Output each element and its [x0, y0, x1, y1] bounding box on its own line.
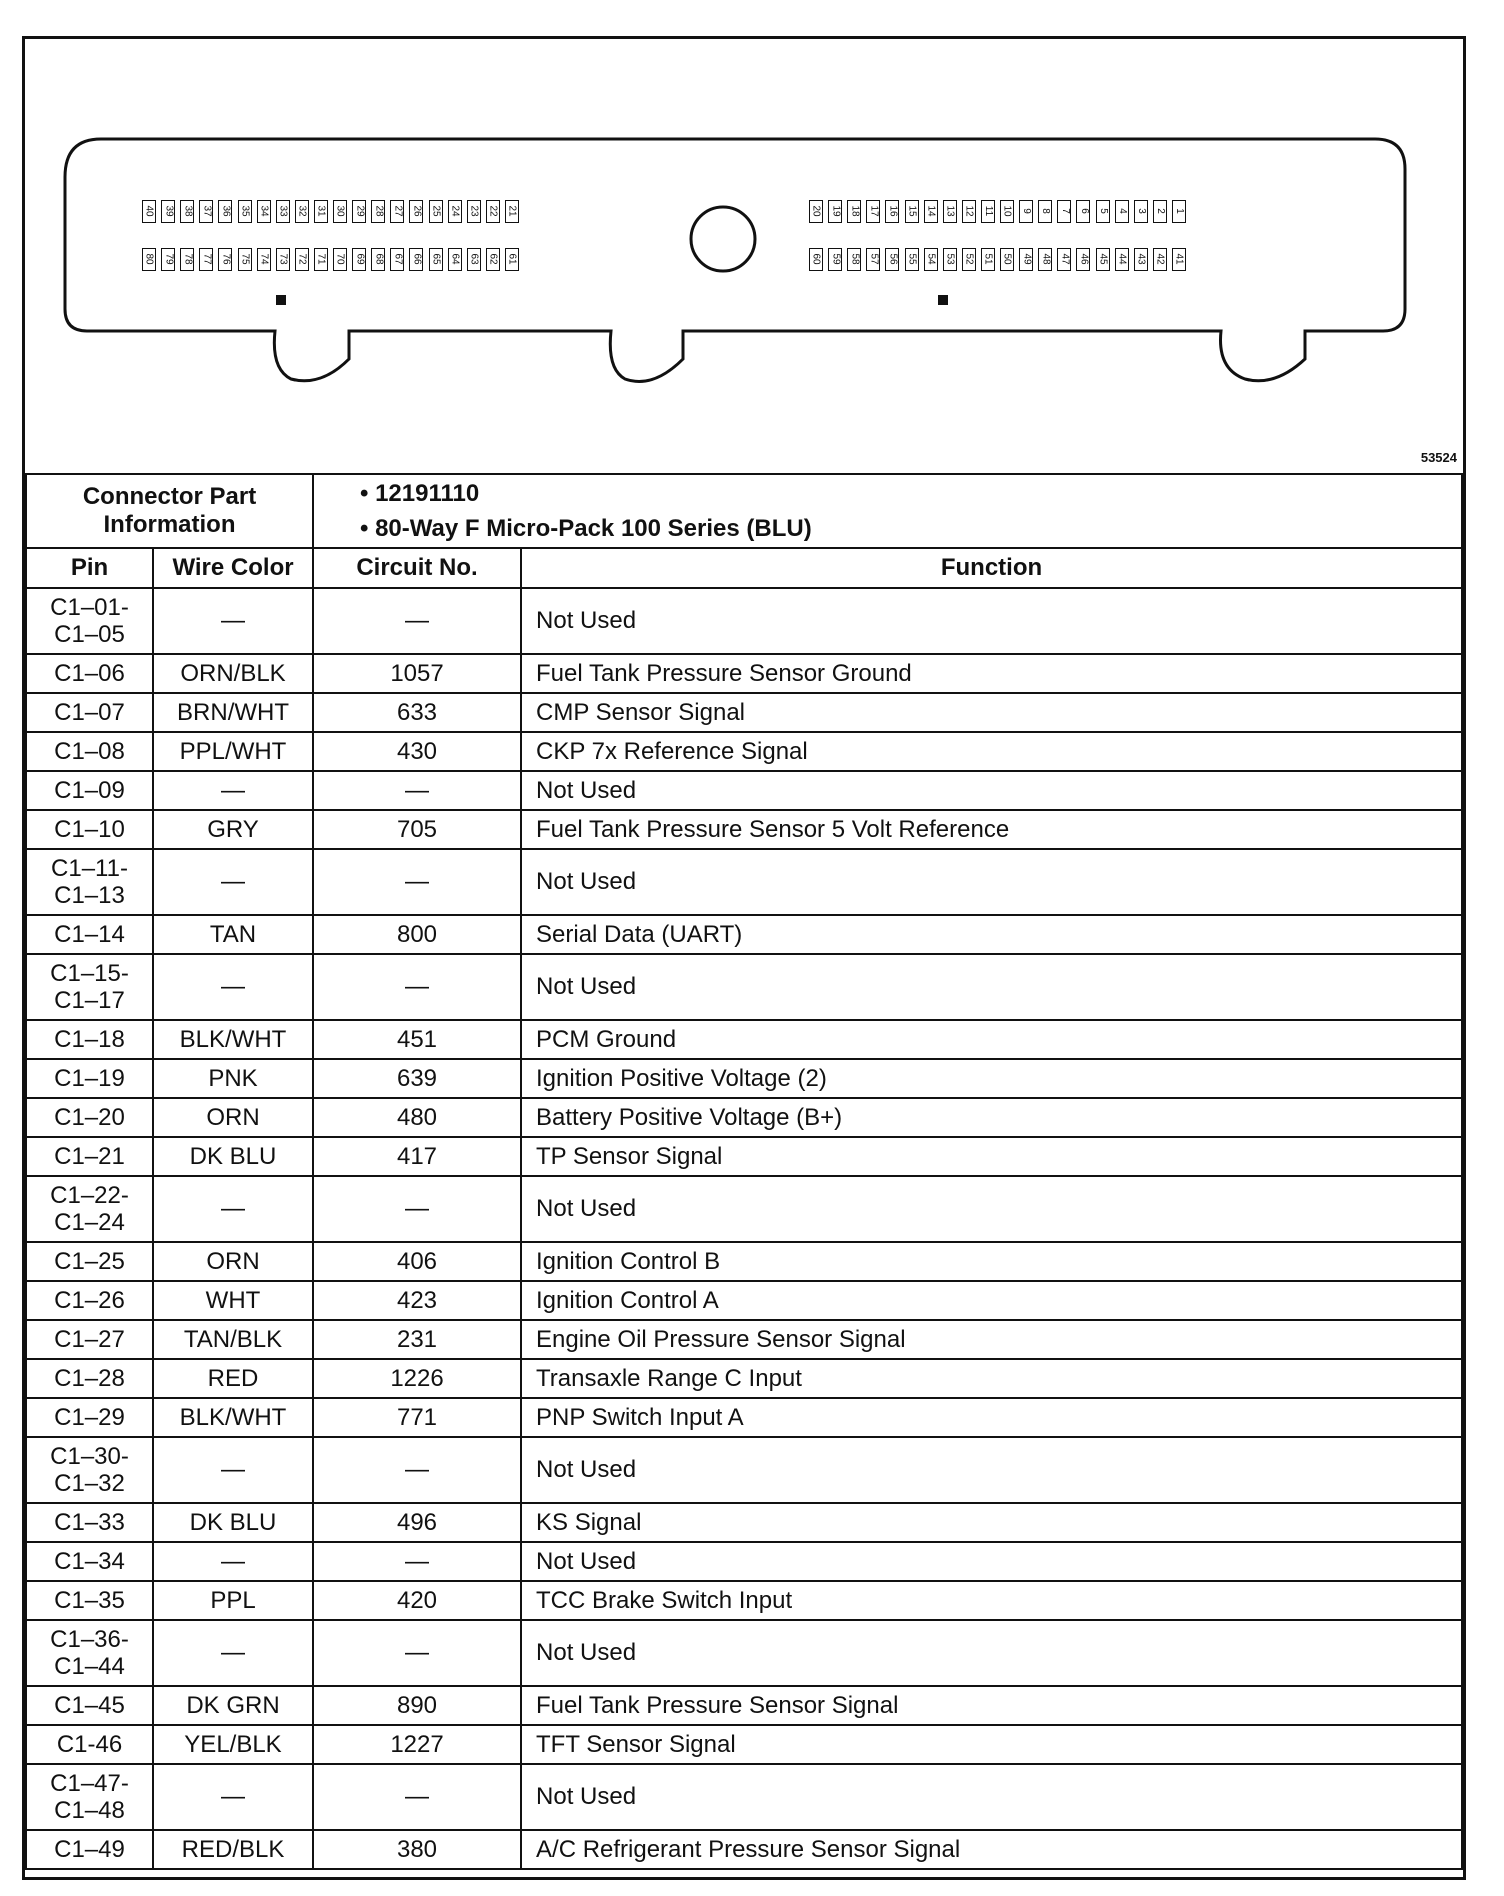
pin-cell: C1–36- C1–44: [26, 1620, 153, 1686]
connector-pin: 9: [1019, 200, 1033, 223]
connector-info-row: [26, 474, 1462, 548]
connector-pin: 43: [1134, 248, 1148, 271]
connector-pin: 68: [371, 248, 385, 271]
connector-pin: 2: [1153, 200, 1167, 223]
circuit-cell: 1057: [313, 654, 521, 693]
connector-pin: 4: [1115, 200, 1129, 223]
function-cell: Ignition Control B: [521, 1242, 1462, 1281]
table-row: [26, 1176, 1462, 1242]
connector-pin: 61: [505, 248, 519, 271]
connector-diagram: [25, 39, 1463, 473]
pin1-marker-right: [938, 295, 948, 305]
wire-color-cell: BRN/WHT: [153, 693, 313, 732]
table-row: [26, 1437, 1462, 1503]
connector-pin: 70: [333, 248, 347, 271]
connector-pin: 5: [1096, 200, 1110, 223]
wire-color-cell: TAN/BLK: [153, 1320, 313, 1359]
circuit-cell: 417: [313, 1137, 521, 1176]
function-cell: TP Sensor Signal: [521, 1137, 1462, 1176]
wire-color-cell: WHT: [153, 1281, 313, 1320]
connector-pin: 72: [295, 248, 309, 271]
table-row: [26, 1398, 1462, 1437]
connector-pin: 50: [1000, 248, 1014, 271]
pin-cell: C1–01- C1–05: [26, 588, 153, 654]
connector-pin: 33: [276, 200, 290, 223]
connector-pin: 37: [199, 200, 213, 223]
pin-cell: C1–18: [26, 1020, 153, 1059]
table-row: [26, 1581, 1462, 1620]
function-cell: TCC Brake Switch Input: [521, 1581, 1462, 1620]
wire-color-cell: DK GRN: [153, 1686, 313, 1725]
circuit-cell: 406: [313, 1242, 521, 1281]
function-cell: PCM Ground: [521, 1020, 1462, 1059]
connector-pin: 53: [943, 248, 957, 271]
header-row: [26, 548, 1462, 588]
connector-pin: 8: [1038, 200, 1052, 223]
wire-color-cell: —: [153, 588, 313, 654]
connector-pin: 40: [142, 200, 156, 223]
wire-color-cell: DK BLU: [153, 1503, 313, 1542]
wire-color-cell: —: [153, 1176, 313, 1242]
wire-color-cell: —: [153, 849, 313, 915]
connector-pin: 41: [1172, 248, 1186, 271]
connector-pin: 52: [962, 248, 976, 271]
table-row: [26, 1242, 1462, 1281]
circuit-cell: —: [313, 1437, 521, 1503]
function-cell: CMP Sensor Signal: [521, 693, 1462, 732]
connector-pin: 25: [429, 200, 443, 223]
connector-pin: 79: [161, 248, 175, 271]
connector-pin: 21: [505, 200, 519, 223]
wire-color-cell: —: [153, 954, 313, 1020]
wire-color-cell: —: [153, 1620, 313, 1686]
table-row: [26, 1830, 1462, 1869]
connector-pin: 24: [448, 200, 462, 223]
circuit-cell: 496: [313, 1503, 521, 1542]
connector-pin: 36: [218, 200, 232, 223]
connector-pin: 64: [448, 248, 462, 271]
function-cell: Ignition Control A: [521, 1281, 1462, 1320]
function-cell: Ignition Positive Voltage (2): [521, 1059, 1462, 1098]
connector-pin: 49: [1019, 248, 1033, 271]
circuit-cell: 480: [313, 1098, 521, 1137]
connector-pin: 28: [371, 200, 385, 223]
connector-pin: 11: [981, 200, 995, 223]
header-function: Function: [521, 548, 1462, 588]
table-row: [26, 1059, 1462, 1098]
circuit-cell: —: [313, 954, 521, 1020]
connector-pin: 1: [1172, 200, 1186, 223]
wire-color-cell: YEL/BLK: [153, 1725, 313, 1764]
connector-pin: 26: [409, 200, 423, 223]
function-cell: Not Used: [521, 1176, 1462, 1242]
pin-cell: C1–28: [26, 1359, 153, 1398]
pin-cell: C1-46: [26, 1725, 153, 1764]
wire-color-cell: —: [153, 1764, 313, 1830]
pin-cell: C1–34: [26, 1542, 153, 1581]
function-cell: Not Used: [521, 1437, 1462, 1503]
circuit-cell: 1227: [313, 1725, 521, 1764]
function-cell: Not Used: [521, 1764, 1462, 1830]
circuit-cell: 1226: [313, 1359, 521, 1398]
table-row: [26, 1620, 1462, 1686]
connector-pin: 69: [352, 248, 366, 271]
connector-pin: 44: [1115, 248, 1129, 271]
connector-pin: 27: [390, 200, 404, 223]
circuit-cell: —: [313, 588, 521, 654]
circuit-cell: —: [313, 1764, 521, 1830]
table-row: [26, 1764, 1462, 1830]
wire-color-cell: RED: [153, 1359, 313, 1398]
connector-pin: 18: [847, 200, 861, 223]
figure-id: 53524: [1420, 450, 1457, 465]
wire-color-cell: —: [153, 1542, 313, 1581]
connector-pin: 48: [1038, 248, 1052, 271]
connector-pin: 45: [1096, 248, 1110, 271]
function-cell: Fuel Tank Pressure Sensor 5 Volt Reference: [521, 810, 1462, 849]
connector-pin: 10: [1000, 200, 1014, 223]
page-frame: [22, 36, 1466, 1880]
circuit-cell: 639: [313, 1059, 521, 1098]
pin-cell: C1–15- C1–17: [26, 954, 153, 1020]
table-row: [26, 1020, 1462, 1059]
connector-pin: 67: [390, 248, 404, 271]
connector-pin: 39: [161, 200, 175, 223]
connector-info-label: Connector Part Information: [26, 474, 313, 548]
table-row: [26, 954, 1462, 1020]
table-row: [26, 732, 1462, 771]
connector-pin: 35: [238, 200, 252, 223]
pin-cell: C1–45: [26, 1686, 153, 1725]
part-number: • 12191110: [360, 480, 480, 507]
connector-pin: 63: [467, 248, 481, 271]
connector-pin: 58: [847, 248, 861, 271]
function-cell: Not Used: [521, 954, 1462, 1020]
table-row: [26, 915, 1462, 954]
pin-cell: C1–07: [26, 693, 153, 732]
connector-pin: 22: [486, 200, 500, 223]
function-cell: Engine Oil Pressure Sensor Signal: [521, 1320, 1462, 1359]
pin-cell: C1–33: [26, 1503, 153, 1542]
connector-pin: 15: [905, 200, 919, 223]
center-key-circle: [691, 207, 755, 271]
connector-pin: 74: [257, 248, 271, 271]
connector-pin: 55: [905, 248, 919, 271]
wire-color-cell: GRY: [153, 810, 313, 849]
pin1-marker-left: [276, 295, 286, 305]
circuit-cell: —: [313, 849, 521, 915]
wire-color-cell: ORN/BLK: [153, 654, 313, 693]
connector-pin: 14: [924, 200, 938, 223]
circuit-cell: 771: [313, 1398, 521, 1437]
connector-pin: 46: [1076, 248, 1090, 271]
connector-pin: 3: [1134, 200, 1148, 223]
connector-pin: 77: [199, 248, 213, 271]
pin-cell: C1–08: [26, 732, 153, 771]
connector-pin: 17: [866, 200, 880, 223]
pin-cell: C1–11- C1–13: [26, 849, 153, 915]
pin-cell: C1–22- C1–24: [26, 1176, 153, 1242]
connector-pin: 60: [809, 248, 823, 271]
pin-cell: C1–25: [26, 1242, 153, 1281]
connector-pin: 32: [295, 200, 309, 223]
function-cell: Serial Data (UART): [521, 915, 1462, 954]
function-cell: Fuel Tank Pressure Sensor Signal: [521, 1686, 1462, 1725]
connector-pin: 57: [866, 248, 880, 271]
pin-cell: C1–14: [26, 915, 153, 954]
pin-cell: C1–27: [26, 1320, 153, 1359]
circuit-cell: 231: [313, 1320, 521, 1359]
connector-pin: 56: [885, 248, 899, 271]
connector-pin: 20: [809, 200, 823, 223]
pin-cell: C1–06: [26, 654, 153, 693]
connector-pin: 42: [1153, 248, 1167, 271]
table-row: [26, 1137, 1462, 1176]
table-row: [26, 1725, 1462, 1764]
circuit-cell: —: [313, 771, 521, 810]
wire-color-cell: BLK/WHT: [153, 1020, 313, 1059]
circuit-cell: —: [313, 1176, 521, 1242]
connector-pin: 29: [352, 200, 366, 223]
function-cell: Fuel Tank Pressure Sensor Ground: [521, 654, 1462, 693]
circuit-cell: —: [313, 1620, 521, 1686]
circuit-cell: 420: [313, 1581, 521, 1620]
circuit-cell: —: [313, 1542, 521, 1581]
connector-pin: 76: [218, 248, 232, 271]
table-row: [26, 1320, 1462, 1359]
function-cell: Not Used: [521, 588, 1462, 654]
wire-color-cell: ORN: [153, 1242, 313, 1281]
pin-cell: C1–20: [26, 1098, 153, 1137]
wire-color-cell: PPL: [153, 1581, 313, 1620]
wire-color-cell: RED/BLK: [153, 1830, 313, 1869]
connector-pin: 73: [276, 248, 290, 271]
circuit-cell: 800: [313, 915, 521, 954]
wire-color-cell: DK BLU: [153, 1137, 313, 1176]
connector-pin: 30: [333, 200, 347, 223]
connector-pin: 62: [486, 248, 500, 271]
connector-pin: 51: [981, 248, 995, 271]
pin-cell: C1–30- C1–32: [26, 1437, 153, 1503]
pin-cell: C1–19: [26, 1059, 153, 1098]
function-cell: Not Used: [521, 849, 1462, 915]
table-row: [26, 1542, 1462, 1581]
table-row: [26, 1281, 1462, 1320]
connector-pin: 47: [1057, 248, 1071, 271]
wire-color-cell: ORN: [153, 1098, 313, 1137]
table-row: [26, 849, 1462, 915]
connector-pin: 59: [828, 248, 842, 271]
wire-color-cell: BLK/WHT: [153, 1398, 313, 1437]
circuit-cell: 451: [313, 1020, 521, 1059]
function-cell: A/C Refrigerant Pressure Sensor Signal: [521, 1830, 1462, 1869]
pin-cell: C1–10: [26, 810, 153, 849]
table-row: [26, 588, 1462, 654]
header-wire-color: Wire Color: [153, 548, 313, 588]
table-row: [26, 1503, 1462, 1542]
connector-pin: 75: [238, 248, 252, 271]
table-row: [26, 654, 1462, 693]
pin-cell: C1–26: [26, 1281, 153, 1320]
circuit-cell: 423: [313, 1281, 521, 1320]
connector-pin: 7: [1057, 200, 1071, 223]
table-row: [26, 1359, 1462, 1398]
wire-color-cell: PPL/WHT: [153, 732, 313, 771]
function-cell: PNP Switch Input A: [521, 1398, 1462, 1437]
connector-pin: 78: [180, 248, 194, 271]
function-cell: Transaxle Range C Input: [521, 1359, 1462, 1398]
table-row: [26, 1098, 1462, 1137]
function-cell: CKP 7x Reference Signal: [521, 732, 1462, 771]
connector-pin: 16: [885, 200, 899, 223]
pin-cell: C1–47- C1–48: [26, 1764, 153, 1830]
function-cell: TFT Sensor Signal: [521, 1725, 1462, 1764]
connector-pin: 71: [314, 248, 328, 271]
circuit-cell: 430: [313, 732, 521, 771]
table-row: [26, 1686, 1462, 1725]
pin-cell: C1–09: [26, 771, 153, 810]
pin-cell: C1–29: [26, 1398, 153, 1437]
table-row: [26, 771, 1462, 810]
connector-pin: 12: [962, 200, 976, 223]
function-cell: Not Used: [521, 771, 1462, 810]
connector-pin: 31: [314, 200, 328, 223]
function-cell: Battery Positive Voltage (B+): [521, 1098, 1462, 1137]
connector-pin: 6: [1076, 200, 1090, 223]
pin-cell: C1–21: [26, 1137, 153, 1176]
connector-pin: 54: [924, 248, 938, 271]
circuit-cell: 890: [313, 1686, 521, 1725]
function-cell: KS Signal: [521, 1503, 1462, 1542]
connector-pin: 65: [429, 248, 443, 271]
wire-color-cell: TAN: [153, 915, 313, 954]
wire-color-cell: —: [153, 1437, 313, 1503]
connector-info-values: [313, 474, 1462, 548]
wire-color-cell: PNK: [153, 1059, 313, 1098]
circuit-cell: 705: [313, 810, 521, 849]
connector-pin: 13: [943, 200, 957, 223]
connector-pin: 38: [180, 200, 194, 223]
function-cell: Not Used: [521, 1542, 1462, 1581]
table-row: [26, 810, 1462, 849]
wire-color-cell: —: [153, 771, 313, 810]
connector-pin: 19: [828, 200, 842, 223]
connector-pin: 34: [257, 200, 271, 223]
pin-cell: C1–49: [26, 1830, 153, 1869]
connector-description: • 80-Way F Micro-Pack 100 Series (BLU): [360, 515, 812, 542]
header-circuit: Circuit No.: [313, 548, 521, 588]
pin-cell: C1–35: [26, 1581, 153, 1620]
connector-pin: 23: [467, 200, 481, 223]
connector-pin: 80: [142, 248, 156, 271]
header-pin: Pin: [26, 548, 153, 588]
function-cell: Not Used: [521, 1620, 1462, 1686]
circuit-cell: 633: [313, 693, 521, 732]
connector-pin: 66: [409, 248, 423, 271]
pinout-table: [25, 473, 1463, 1870]
table-row: [26, 693, 1462, 732]
circuit-cell: 380: [313, 1830, 521, 1869]
